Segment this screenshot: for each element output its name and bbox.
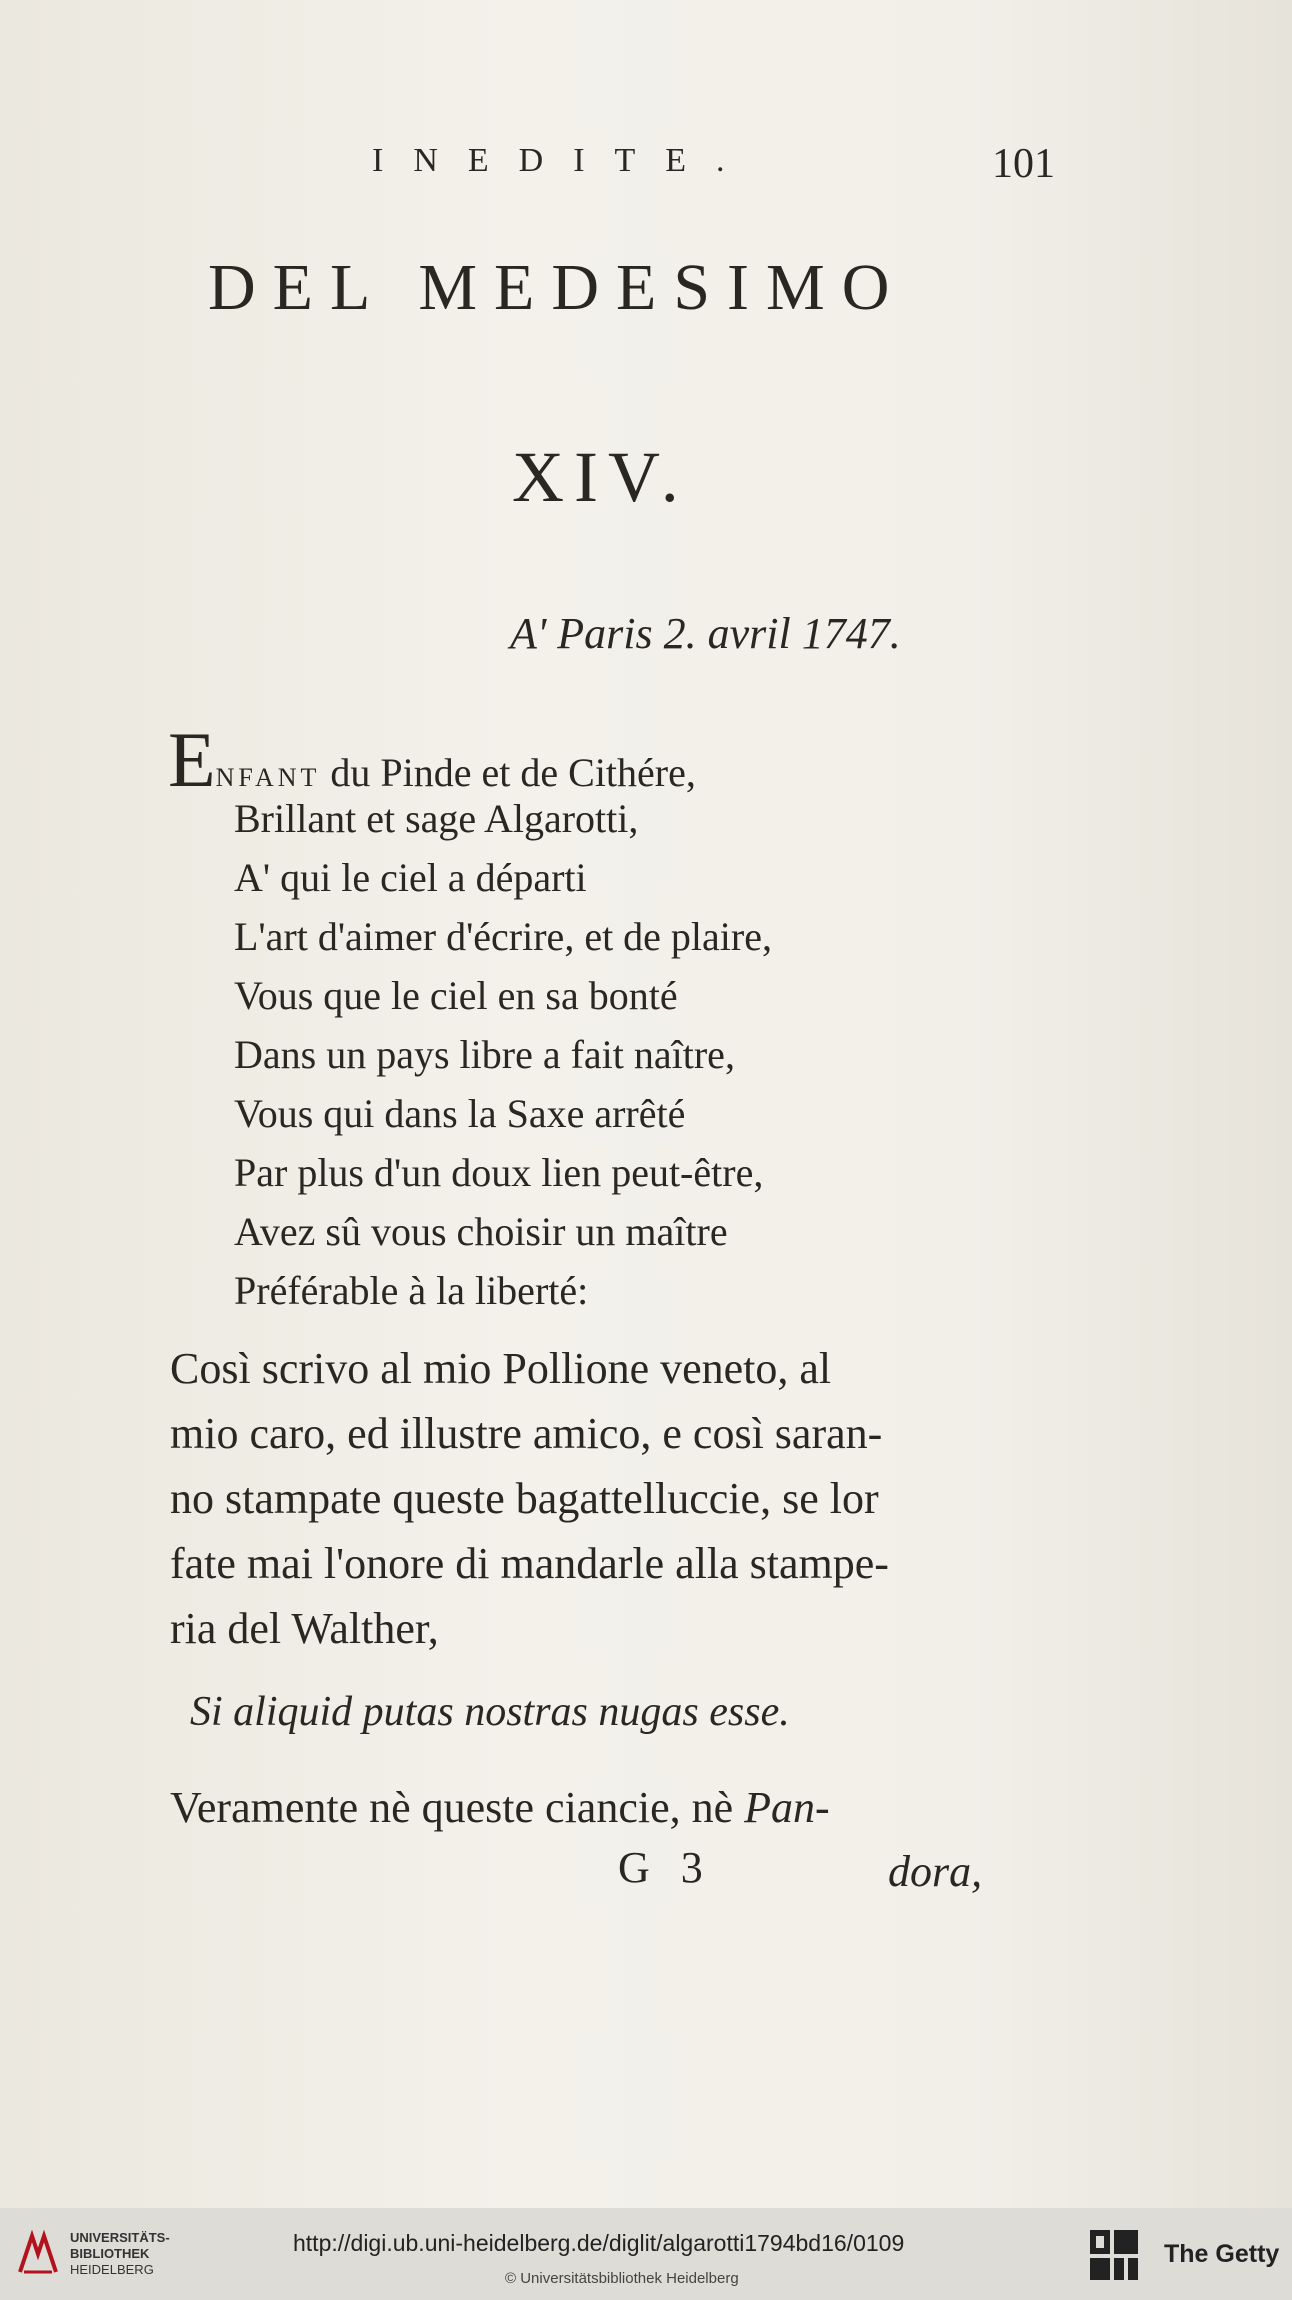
poem-line: Vous qui dans la Saxe arrêté xyxy=(234,1091,686,1136)
letter-number: XIV. xyxy=(512,437,689,517)
getty-logo-icon xyxy=(1088,2228,1140,2282)
dateline: A' Paris 2. avril 1747. xyxy=(510,609,901,658)
last-line-start: Veramente nè queste ciancie, nè xyxy=(170,1783,745,1832)
poem-line: A' qui le ciel a départi xyxy=(234,855,587,900)
poem-line: Avez sû vous choisir un maître xyxy=(234,1209,728,1254)
permalink-url[interactable]: http://digi.ub.uni-heidelberg.de/diglit/algarotti1794bd16/0109 xyxy=(293,2230,905,2256)
poem-line: Par plus d'un doux lien peut-être, xyxy=(234,1150,764,1195)
poem xyxy=(168,716,1068,1320)
drop-cap: E xyxy=(168,716,216,803)
running-head: INEDITE. xyxy=(372,142,755,179)
poem-line: Préférable à la liberté: xyxy=(234,1268,589,1313)
poem-first-line-rest: du Pinde et de Cithére, xyxy=(320,750,696,795)
poem-line xyxy=(168,716,1068,803)
poem-line: L'art d'aimer d'écrire, et de plaire, xyxy=(234,914,772,959)
partner-name: The Getty xyxy=(1164,2240,1280,2268)
university-logo-icon xyxy=(14,2228,62,2280)
prose-line: ria del Walther, xyxy=(170,1604,439,1653)
last-text-line xyxy=(170,1782,830,1833)
copyright-notice: © Universitätsbibliothek Heidelberg xyxy=(505,2270,739,2287)
latin-quote: Si aliquid putas nostras nugas esse. xyxy=(190,1689,790,1735)
prose-line: fate mai l'onore di mandarle alla stampe- xyxy=(170,1539,889,1588)
last-line-italic: Pan- xyxy=(744,1783,830,1832)
university-name xyxy=(70,2230,170,2278)
catchword: dora, xyxy=(888,1847,983,1896)
poem-line: Dans un pays libre a fait naître, xyxy=(234,1032,735,1077)
section-title: DEL MEDESIMO xyxy=(208,251,907,324)
poem-line: Vous que le ciel en sa bonté xyxy=(234,973,678,1018)
prose-line: mio caro, ed illustre amico, e così saran- xyxy=(170,1409,883,1458)
page-number: 101 xyxy=(992,141,1055,187)
poem-line: Brillant et sage Algarotti, xyxy=(234,796,639,841)
prose-paragraph xyxy=(170,1336,1070,1661)
prose-line: no stampate queste bagattelluccie, se lor xyxy=(170,1474,879,1523)
university-name-line: UNIVERSITÄTS- xyxy=(70,2230,170,2245)
poem-first-word-rest: NFANT xyxy=(215,763,321,792)
prose-line: Così scrivo al mio Pollione veneto, al xyxy=(170,1344,832,1393)
signature-mark: G 3 xyxy=(618,1843,713,1892)
university-name-line: BIBLIOTHEK xyxy=(70,2246,150,2261)
viewer-footer xyxy=(0,2208,1292,2300)
university-name-line: HEIDELBERG xyxy=(70,2262,154,2277)
